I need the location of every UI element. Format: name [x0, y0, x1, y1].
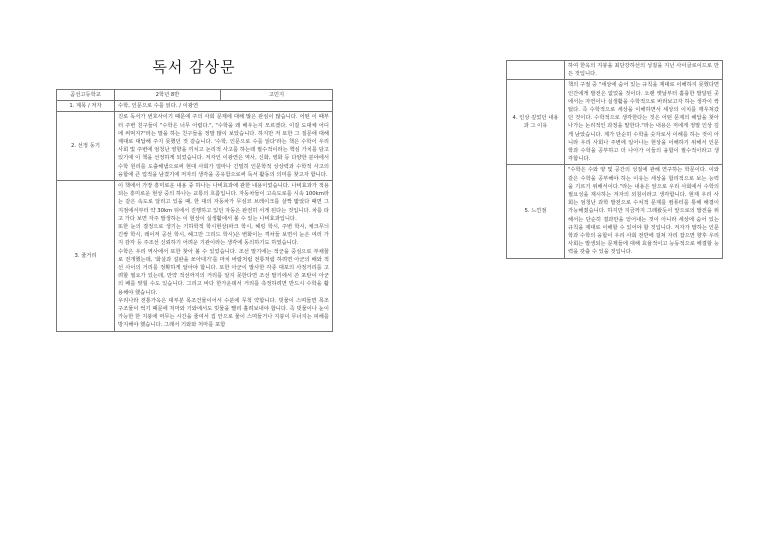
row-label	[507, 61, 565, 80]
table-row	[57, 101, 333, 112]
document-title: 독서 감상문	[152, 58, 236, 76]
row-label: 5. 느낀점	[507, 165, 565, 258]
report-table-right	[506, 60, 723, 259]
report-table-left	[56, 89, 333, 332]
school-cell: 곰선고등학교	[57, 90, 115, 101]
impressive-content-text: 책의 구절 중 "세상에 숨어 있는 규칙을 제대로 이해하지 못했다면 인간에게 발전은 없었을 것이다. 오랜 옛날부터 훌륭한 발달된 곳에서는 자연이나 실생활을 수학적으로 바라보고자 하는 생각이 싹텄다. 즉 수학적으로 세상을 이해하면서 세상의 이치를 깨우쳐갔던 것이다. 수학적으로 생각한다는 것은 어떤 문제의 해답을 찾아나가는 논리적인 과정을 말한다."라는 내용은 저에게 정말 인상 깊게 남았습니다. 제가 단순히 수학을 숫자로서 이해를 하는 것이 아니라 우리 사회나 주변에 일어나는 현상을 이해하기 위해서 인문학과 수학을 공부하고 더 나아가 이들의 융합이 필수적이라고 생각합니다.	[565, 80, 723, 165]
selection-motive-text: 진로 독서가 번호사이기 때문에 주의 사회 문제에 대해 많은 관심이 많습니다. 어떤 이 때부터 주변 친구들이 "수학은 너무 어렵다.", "수학을 왜 배우는지 모르겠다. 이걸 도대체 어디에 써먹지?"라는 말을 하는 친구들을 정말 많이 보았습니다. 하지만 저 또한 그 질문에 대해 제대로 대답해 주지 못했던 것 같습니다. '수학, 인문으로 수를 읽다'라는 책은 수학이 우리 사회 및 주변에 엄청난 영향을 끼치고 논리적 사고를 하는데 필수적이라는 핵심 가치를 담고 있기에 이 책을 선정하게 되었습니다. 저자인 이광연은 역사, 신화, 영화 등 다양한 분야에서 수학 원리를 도출해냄으로써 현대 사회가 얼마나 긴밀히 인문학적 상상력과 수학적 사고의 융합에 큰 업적을 남겼기에 저자의 생각을 공유함으로써 독서 활동의 의미를 찾고자 합니다.	[118, 114, 329, 178]
student-name-cell: 고민지	[221, 90, 333, 101]
row-label: 4. 인상 깊었던 내용과 그 이유	[507, 80, 565, 165]
plot-text: 이 책에서 가장 흥미로운 내용 중 하나는 나비효과에 관한 내용이었습니다. 나비효과가 적용되는 흥미로운 현상 중의 하나는 교통의 흐름입니다. 자동차들이 고속도로를 시속 100km라는 같은 속도로 달리고 있을 때, 한 대의 자동차가 무심코 브레이크를 살짝 밟았다 때면 그 지점에서부터 약 30km 뒤에서 진행하고 있던 자동은 완전히 서게 된다는 것입니다. 차를 타고 가다 보면 자주 발생하는 이 현상이 실생활에서 볼 수 있는 나비효과입니다. 또한 눈의 결정으로 생기는 기하학적 학시현상(파크 학시, 헤링 학시, 주변 학시, 체크무늬 긴쌍 학시, 레이저 공선 학시, 헤그만 그리드 학시)은 변화이는 격차들 보면서 눈은 여러 가지 감각 등 주조선 신뢰하기 어려운 기관이라는 생각에 동의하기도 하였습니다. 수학은 우리 역사에서 또한 찾아 볼 수 있었습니다. 조선 말기에는 적군을 중심으로 부채꼴로 전개했는데, '화살과 설완을 쏘아대기'를 마치 바람처럼 전통처럼 하려면 아군의 배와 적선 사이의 거리를 정확하게 알아야 합니다. 또한 아군이 발사한 각종 대포의 사정거리를 고려할 필요가 있는데, 만약 적선까지의 거리를 알지 못한다면 조선 말기에서 쓴 포탄이 아군의 배를 맞힐 수도 있습니다. 그리고 바다 한가운데서 거리를 측정하려면 반드시 수학을 활용해야 했습니다. 우리나라 전통가옥은 대부분 목조건물이어서 수분에 무척 약합니다. 빗물이 스며들면 목조 구조물이 썩기 때문에 처마와 기와에서도 빗물을 빨리 흘려보내야 합니다. 즉 빗물이나 눈이 가능한 한 지붕에 머무는 시간을 줄여서 집 안으로 물이 스며들거나 지붕이 무너지는 피해를 방지해야 했습니다. 그래서 기와와 처마를 포함	[118, 183, 329, 329]
selection-motive-cell	[115, 112, 333, 181]
row-label: 1. 제목 / 저자	[57, 101, 115, 112]
continued-text: 하여 한옥의 지붕을 최단강하선의 성질을 지닌 사이클로이드로 만든 것입니다.	[565, 61, 723, 80]
table-row	[57, 112, 333, 181]
reflection-text: "수학은 수와 양 및 공간의 성질에 관해 연구하는 학문이다. 이와 같은 수학을 공부해야 하는 이유는 세상을 합리적으로 보는 능력을 기르기 위해서이다."라는 내용은 앞으로 우리 사회에서 수학의 필요성을 재시하는 저자의 외침이라고 생각합니다. 현재 우리 사회는 엄청난 과학 발전으로 수치적 문제를 컴퓨터를 통해 해결이 가능해졌습니다. 하지만 지금까지 그래왔듯이 앞으로의 발전을 위해서는 단순히 결과만을 얻어내는 것이 아니라 세상에 숨어 있는 규칙을 제대로 이해할 수 있어야 할 것입니다. 저자가 말하는 인문학과 수학의 융합이 우리 사회 전반에 걸쳐 자리 잡으면 향후 우리 사회는 발생되는 문제들에 대해 효율적이고 능동적으로 해결할 능력을 갖출 수 있을 것입니다.	[565, 165, 723, 258]
table-row	[507, 80, 723, 165]
plot-cell	[115, 181, 333, 332]
title-author-value: 수학, 인문으로 수를 읽다. / 이광연	[115, 101, 333, 112]
grade-cell: 2학년 8반	[115, 90, 221, 101]
table-row	[507, 61, 723, 80]
row-label: 2. 선정 동기	[57, 112, 115, 181]
row-label: 3. 줄거리	[57, 181, 115, 332]
table-row	[507, 165, 723, 258]
header-row	[57, 90, 333, 101]
table-row	[57, 181, 333, 332]
